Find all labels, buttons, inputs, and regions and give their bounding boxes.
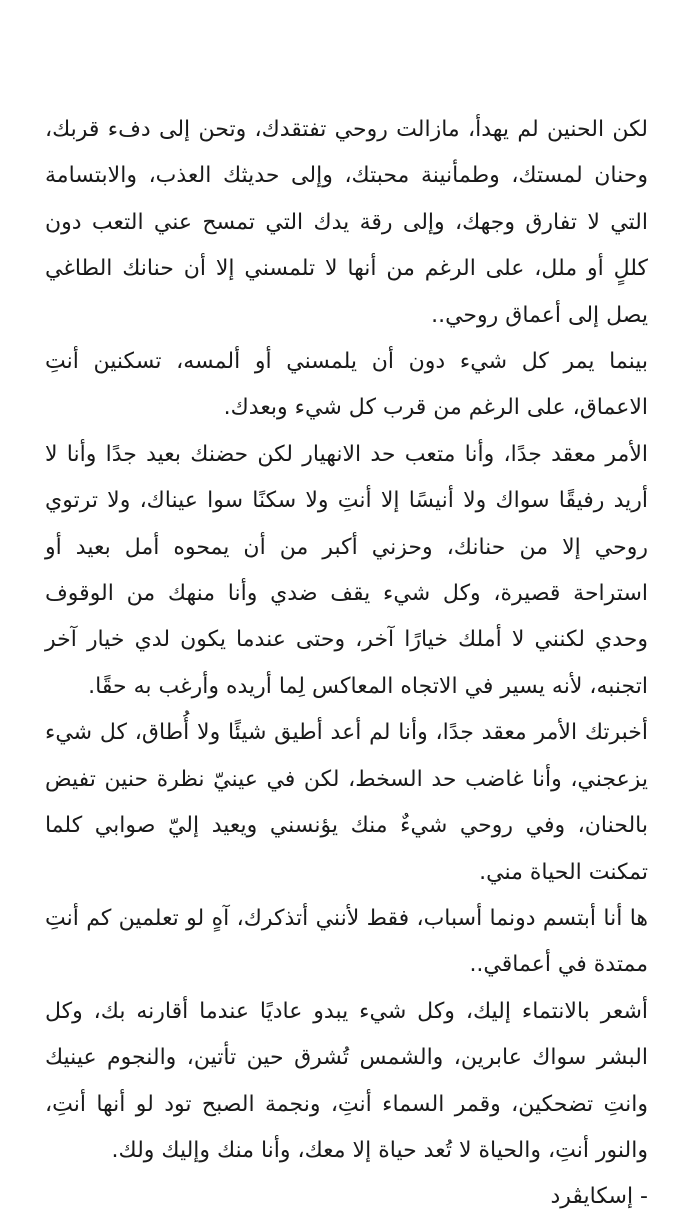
paragraph-4: أخبرتك الأمر معقد جدًا، وأنا لم أعد أطيق شيئًا ولا أُطاق، كل شيء يزعجني، وأنا غاضب حد السخط، لكن في عينيّ نظرة حنين تفيض بالحنان، وفي روحي شيءٌ منك يؤنسني ويعيد إليّ صوابي كلما تمكنت الحياة مني. bbox=[45, 720, 648, 885]
paragraph-2: بينما يمر كل شيء دون أن يلمسني أو ألمسه، تسكنين أنتِ الاعماق، على الرغم من قرب كل شيء وبعدك. bbox=[45, 349, 648, 421]
paragraph-1: لكن الحنين لم يهدأ، مازالت روحي تفتقدك، وتحن إلى دفء قربك، وحنان لمستك، وطمأنينة محبتك، وإلى حديثك العذب، والابتسامة التي لا تفارق وجهك، وإلى رقة يدك التي تمسح عني التعب دون كللٍ أو ملل، على الرغم من أنها لا تلمسني إلا أن حنانك الطاغي يصل إلى أعماق روحي.. bbox=[45, 117, 648, 328]
paragraph-3: الأمر معقد جدًا، وأنا متعب حد الانهيار لكن حضنك بعيد جدًا وأنا لا أريد رفيقًا سواك ولا أنيسًا إلا أنتِ ولا سكنًا سوا عيناك، ولا ترتوي روحي إلا من حنانك، وحزني أكبر من أن يمحوه أمل بعيد أو استراحة قصيرة، وكل شيء يقف ضدي وأنا منهك من الوقوف وحدي لكنني لا أملك خيارًا آخر، وحتى عندما يكون لدي خيار آخر اتجنبه، لأنه يسير في الاتجاه المعاكس لِما أريده وأرغب به حقًا. bbox=[45, 441, 648, 699]
author-signature: - إسكايڤرد bbox=[550, 1184, 648, 1210]
paragraph-5: ها أنا أبتسم دونما أسباب، فقط لأنني أتذكرك، آهٍ لو تعلمين كم أنتِ ممتدة في أعماقي.. bbox=[45, 905, 648, 978]
paragraph-6: أشعر بالانتماء إليك، وكل شيء يبدو عاديًا عندما أقارنه بك، وكل البشر سواك عابرين، والشمس تُشرق حين تأتين، والنجوم عينيك وانتِ تضحكين، وقمر السماء أنتِ، ونجمة الصبح تود لو أنها أنتِ، والنور أنتِ، والحياة لا تُعد حياة إلا معك، وأنا منك وإليك ولك. bbox=[45, 998, 648, 1163]
letter-body bbox=[45, 107, 648, 1221]
